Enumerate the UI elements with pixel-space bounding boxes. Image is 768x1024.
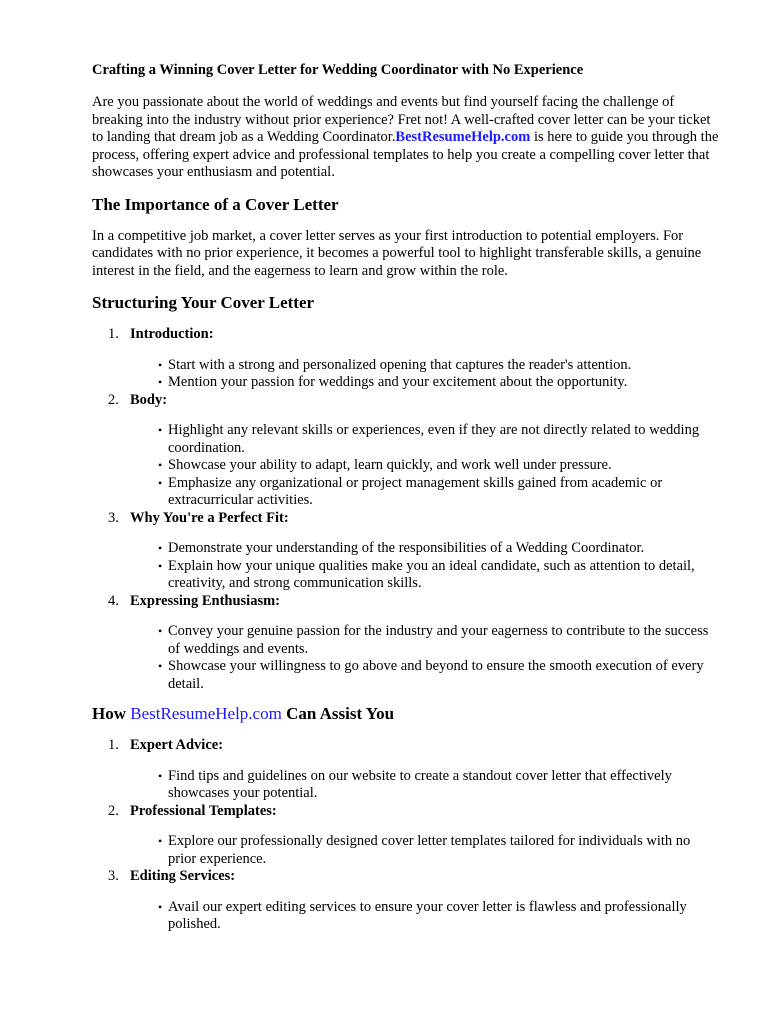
bullet-text: Showcase your ability to adapt, learn quickly, and work well under pressure. — [168, 457, 612, 473]
bullet-icon: • — [158, 624, 163, 638]
bullet-text: Showcase your willingness to go above and beyond to ensure the smooth execution of every detail. — [168, 658, 704, 692]
bullet-list — [92, 623, 722, 693]
list-step-number: 2. — [108, 391, 119, 408]
bullet-icon: • — [158, 357, 163, 372]
list-step-heading — [92, 510, 722, 528]
bullet-text: Explore our professionally designed cover letter templates tailored for individuals with no prior experience. — [168, 833, 691, 867]
bullet-text: Find tips and guidelines on our website to create a standout cover letter that effectively showcases your potential. — [168, 767, 672, 801]
list-step — [92, 737, 722, 803]
bullet-icon: • — [158, 659, 163, 673]
document-page — [92, 52, 722, 934]
importance-heading: The Importance of a Cover Letter — [92, 194, 339, 214]
list-step — [92, 803, 722, 869]
list-step-number: 1. — [108, 326, 119, 342]
list-step-title: Professional Templates: — [130, 802, 277, 819]
intro-text-before-link: Are you passionate about the world of weddings and events but find yourself facing the challenge of breaking into the industry without prior experience? Fret not! A well-crafted cover letter can be your ticket to landing that dream job as a Wedding Coordinator. — [92, 94, 711, 145]
bullet-item — [158, 475, 722, 510]
list-step-heading — [92, 737, 722, 755]
list-step-title: Introduction: — [130, 326, 214, 342]
list-step-heading — [92, 326, 722, 344]
intro-paragraph — [92, 94, 722, 182]
bullet-icon: • — [158, 834, 163, 848]
list-step-title: Expert Advice: — [130, 737, 224, 753]
importance-paragraph: In a competitive job market, a cover letter serves as your first introduction to potential employers. For candidates with no prior experience, it becomes a powerful tool to highlight transferable skills, a genuine interest in the field, and the eagerness to learn and grow within the role. — [92, 227, 702, 279]
bullet-item — [158, 357, 722, 375]
bullet-text: Emphasize any organizational or project management skills gained from academic or extracurricular activities. — [168, 474, 663, 508]
bullet-text: Mention your passion for weddings and your excitement about the opportunity. — [168, 374, 628, 390]
bullet-list — [92, 899, 722, 934]
bullet-icon: • — [158, 423, 163, 437]
list-step-number: 1. — [108, 737, 119, 753]
intro-text-after-link: is here to guide you through the process, offering expert advice and professional templates to help you create a compelling cover letter that showcases your enthusiasm and potential. — [92, 129, 719, 180]
structuring-heading: Structuring Your Cover Letter — [92, 293, 315, 312]
bullet-icon: • — [158, 541, 163, 555]
bullet-item — [158, 899, 722, 934]
bullet-icon: • — [158, 458, 163, 472]
bullet-item — [158, 374, 722, 392]
bullet-icon: • — [158, 558, 163, 573]
list-step-number: 3. — [108, 868, 119, 884]
list-step-number: 3. — [108, 509, 119, 526]
bullet-item — [158, 768, 722, 803]
list-step — [92, 392, 722, 510]
list-step-title: Expressing Enthusiasm: — [130, 592, 281, 609]
list-step-heading — [92, 392, 722, 410]
bullet-item — [158, 457, 722, 475]
bullet-list — [92, 357, 722, 392]
bullet-item — [158, 558, 722, 593]
intro-bestresumehelp-link[interactable]: BestResumeHelp.com — [395, 129, 531, 145]
bullet-text: Explain how your unique qualities make you an ideal candidate, such as attention to detail, creativity, and strong communication skills. — [168, 557, 695, 591]
bullet-list — [92, 422, 722, 510]
list-step-heading — [92, 868, 722, 886]
assist-steps-list — [92, 737, 722, 934]
assist-heading-prefix: How — [92, 704, 131, 723]
list-step-heading — [92, 593, 722, 611]
page-title: Crafting a Winning Cover Letter for Wedding Coordinator with No Experience — [92, 62, 584, 78]
bullet-text: Convey your genuine passion for the industry and your eagerness to contribute to the success of weddings and events. — [168, 623, 709, 657]
list-step-heading — [92, 803, 722, 821]
bullet-list — [92, 833, 722, 868]
bullet-item — [158, 623, 722, 658]
list-step-title: Editing Services: — [130, 868, 236, 884]
bullet-text: Highlight any relevant skills or experiences, even if they are not directly related to wedding coordination. — [168, 422, 700, 456]
list-step — [92, 510, 722, 593]
bullet-icon: • — [158, 899, 163, 914]
bullet-item — [158, 422, 722, 457]
assist-heading-suffix: Can Assist You — [281, 704, 395, 723]
list-step — [92, 326, 722, 392]
list-step — [92, 868, 722, 934]
assist-heading — [92, 703, 722, 725]
list-step-number: 4. — [108, 592, 119, 609]
bullet-text: Start with a strong and personalized opening that captures the reader's attention. — [168, 356, 632, 373]
structuring-steps-list — [92, 326, 722, 693]
list-step-number: 2. — [108, 802, 119, 819]
bullet-item — [158, 833, 722, 868]
list-step — [92, 593, 722, 694]
bullet-text: Avail our expert editing services to ensure your cover letter is flawless and professionally polished. — [168, 898, 687, 932]
bullet-text: Demonstrate your understanding of the responsibilities of a Wedding Coordinator. — [168, 540, 645, 556]
bullet-list — [92, 768, 722, 803]
bullet-list — [92, 540, 722, 593]
bullet-item — [158, 658, 722, 693]
bullet-icon: • — [158, 475, 163, 490]
bullet-icon: • — [158, 375, 163, 389]
bullet-item — [158, 540, 722, 558]
list-step-title: Why You're a Perfect Fit: — [130, 509, 289, 526]
list-step-title: Body: — [130, 391, 168, 408]
assist-heading-bestresumehelp-link[interactable]: BestResumeHelp.com — [130, 704, 282, 723]
bullet-icon: • — [158, 768, 163, 783]
